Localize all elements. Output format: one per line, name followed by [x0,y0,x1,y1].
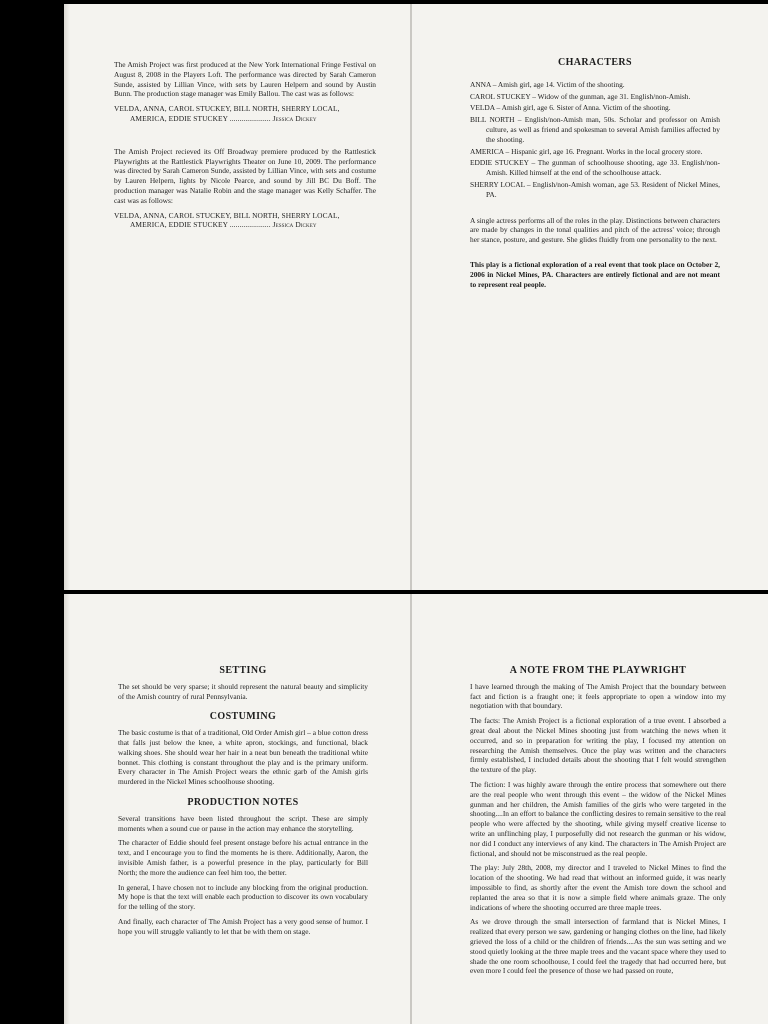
first-production-paragraph: The Amish Project was first produced at the New York International Fringe Festival on August 8, 2008 in the Players Loft. The performance was directed by Sarah Cameron Sunde, assisted by Lillian Vince, with sets by Lauren Helpern and sound by Austin Bunn. The production stage manager was Emily Ballou. The cast was as follows: [114,60,376,99]
character-eddie-stuckey: EDDIE STUCKEY – The gunman of schoolhouse shooting, age 33. English/non-Amish. Killed himself at the end of the schoolhouse attack. [470,158,720,178]
character-velda: VELDA – Amish girl, age 6. Sister of Anna. Victim of the shooting. [470,103,671,113]
cast-list-2-actor: AMERICA, EDDIE STUCKEY ..................... Jessica Dickey [130,220,317,230]
setting-text: The set should be very sparse; it should represent the natural beauty and simplicity of the Amish country of rural Pennsylvania. [118,681,368,701]
character-sherry-local: SHERRY LOCAL – English/non-Amish woman, age 53. Resident of Nickel Mines, PA. [470,179,720,199]
cast-list-2 [114,211,376,231]
cast-list-1-roles: VELDA, ANNA, CAROL STUCKEY, BILL NORTH, SHERRY LOCAL, [114,104,340,114]
character-america: AMERICA – Hispanic girl, age 16. Pregnant. Works in the local grocery store. [470,146,703,156]
cast-list-1 [114,104,376,124]
off-broadway-paragraph: The Amish Project recieved its Off Broadway premiere produced by the Rattlestick Playwrights at the Rattlestick Playwrights Theater on June 10, 2009. The performance was directed by Sarah Cameron Sunde, assisted by Lillian Vince, with sets and costume by Lauren Helpern, lights by Nicole Pearce, and sound by Jill BC Du Boff. The production manager was Natalie Robin and the stage manager was Kelly Schaffer. The cast was as follows: [114,146,376,205]
production-notes-heading: PRODUCTION NOTES [187,796,299,808]
top-page-spread [64,4,768,590]
book-gutter [410,594,412,1024]
costuming-heading: COSTUMING [209,711,277,723]
characters-page [470,58,720,294]
setting-and-notes-page [118,666,368,942]
setting-heading: SETTING [219,665,267,676]
cast-list-2-roles: VELDA, ANNA, CAROL STUCKEY, BILL NORTH, SHERRY LOCAL, [114,210,340,220]
book-gutter [410,4,412,590]
playwright-note-page [470,666,726,981]
playwright-note-p2: The facts: The Amish Project is a fictional exploration of a true event. I absorbed a great deal about the Nickel Mines shooting just from watching the news when it occurred, and so in preparation for writing the play, I focused my attention on researching the Amish themselves. Once the play was written and the characters firmly established, I included details about the shooting that I felt would strengthen the texture of the play. [470,716,726,775]
costuming-text: The basic costume is that of a traditional, Old Order Amish girl – a blue cotton dress that falls just below the knee, a white apron, stockings, and functional, black walking shoes. She should wear her hair in a neat bun beneath the traditional white bonnet. This clothing is constant throughout the play and is the primary uniform. Every character in The Amish Project wears the ethnic garb of the Amish girls murdered in the Nickel Mines schoolhouse shooting. [118,728,368,787]
single-actress-note: A single actress performs all of the roles in the play. Distinctions between characters are made by changes in the tonal qualities and pitch of the actress' voice; through her stance, posture, and gesture. She glides fluidly from one personality to the next. [470,215,720,245]
fiction-disclaimer: This play is a fictional exploration of a real event that took place on October 2, 2006 in Nickel Mines, PA. Characters are entirely fictional and are not meant to represent real people. [470,259,720,289]
playwright-note-p1: I have learned through the making of The Amish Project that the boundary between fact and fiction is a fraught one; it feels appropriate to open a window into my negotiation with that boundary. [470,681,726,711]
production-history [114,60,376,235]
playwright-note-heading: A NOTE FROM THE PLAYWRIGHT [509,665,687,676]
production-note-4: And finally, each character of The Amish Project has a very good sense of humor. I hope you will struggle valiantly to let that be with them on stage. [118,916,368,936]
playwright-note-p4: The play: July 28th, 2008, my director and I traveled to Nickel Mines to find the location of the shooting. We had read that without an informed guide, it was nearly impossible to find, as shortly after the event the Amish tore down the school and replanted the area so that it is now a simple field where animals graze. The only indications of where the shooting occurred are three maple trees. [470,863,726,912]
page-edge-shadow [64,4,70,590]
page-edge-shadow [64,594,70,1024]
cast-list-1-actor: AMERICA, EDDIE STUCKEY ..................... Jessica Dickey [130,113,317,123]
characters-heading: CHARACTERS [557,57,632,68]
production-note-1: Several transitions have been listed throughout the script. These are simply moments when a sound cue or pause in the action may enhance the storytelling. [118,813,368,833]
playwright-note-p5: As we drove through the small intersection of farmland that is Nickel Mines, I realized that every person we saw, gardening or hanging clothes on the line, had likely grieved the loss of a child or the children of friends....As the sun was setting and we stood quietly looking at the three maple trees and the vacant space where they used to shade the one room schoolhouse, I could feel the tragedy that had occurred here, but even more I could feel the presence of those we had passed on route, [470,917,726,976]
production-note-2: The character of Eddie should feel present onstage before his actual entrance in the text, and I encourage you to find the moments he is there. Additionally, Aaron, the invisible Amish father, is a powerful presence in the play, particularly for Bill North; the more the audience can feel him too, the better. [118,838,368,877]
character-carol-stuckey: CAROL STUCKEY – Widow of the gunman, age 31. English/non-Amish. [470,91,691,101]
character-bill-north: BILL NORTH – English/non-Amish man, 50s. Scholar and professor on Amish culture, as well as friend and spokesman to several Amish families affected by the shooting. [470,115,720,144]
character-anna: ANNA – Amish girl, age 14. Victim of the shooting. [470,79,625,89]
bottom-page-spread [64,594,768,1024]
production-note-3: In general, I have chosen not to include any blocking from the original production. My hope is that the text will enable each production to discover its own vocabulary for the telling of the story. [118,882,368,912]
playwright-note-p3: The fiction: I was highly aware through the entire process that somewhere out there are the real people who went through this event – the widow of the Nickel Mines gunman and her children, the Amish families of the girls who were targeted in the shooting....In an effort to balance the conflicting desires to remain sensitive to the real people who were affected by the shooting, while giving myself creative license to write an unflinching play, I purposefully did not research the gunman or his widow, nor did I conduct any interviews of any kind. The characters in The Amish Project are fictional, and should not be misconstrued as the real people. [470,779,726,858]
